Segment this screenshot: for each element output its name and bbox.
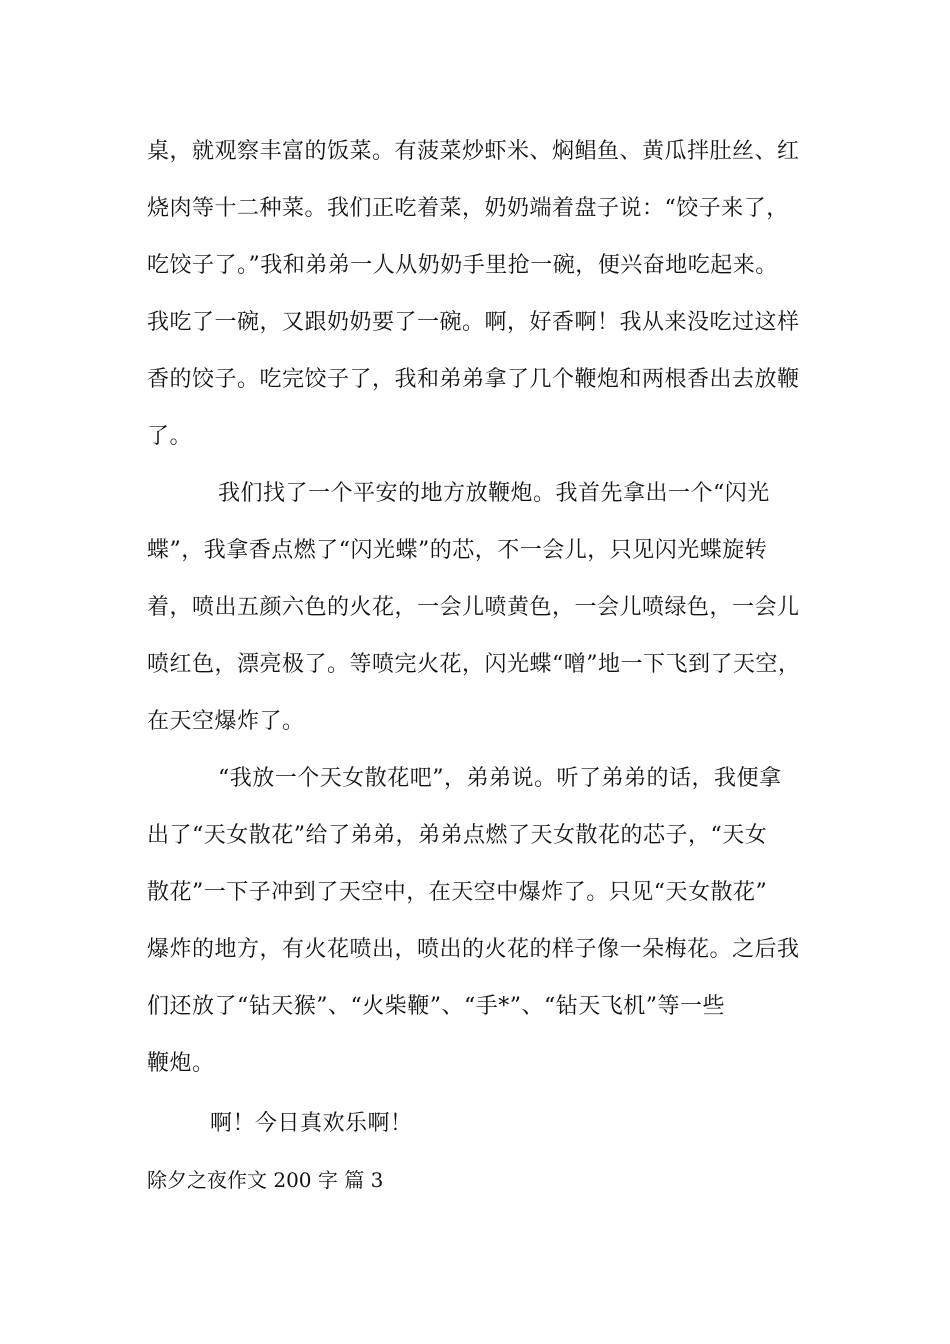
next-section-title: 除夕之夜作文 200 字 篇 3 bbox=[147, 1168, 384, 1192]
paragraph-4: 啊！今日真欢乐啊！ bbox=[210, 1111, 413, 1136]
paragraph-1-line-1: 桌，就观察丰富的饭菜。有菠菜炒虾米、焖鲳鱼、黄瓜拌肚丝、红 bbox=[147, 139, 800, 164]
paragraph-3-line-6: 鞭炮。 bbox=[147, 1051, 215, 1076]
paragraph-2-line-5: 在天空爆炸了。 bbox=[147, 709, 305, 734]
paragraph-2-line-1: 我们找了一个平安的地方放鞭炮。我首先拿出一个“闪光 bbox=[218, 481, 770, 506]
paragraph-3-line-4: 爆炸的地方，有火花喷出，喷出的火花的样子像一朵梅花。之后我 bbox=[147, 937, 800, 962]
paragraph-1-line-5: 香的饺子。吃完饺子了，我和弟弟拿了几个鞭炮和两根香出去放鞭 bbox=[147, 367, 800, 392]
paragraph-3-line-2: 出了“天女散花”给了弟弟，弟弟点燃了天女散花的芯子，“天女 bbox=[147, 823, 768, 848]
paragraph-1-line-4: 我吃了一碗，又跟奶奶要了一碗。啊，好香啊！我从来没吃过这样 bbox=[147, 310, 800, 335]
paragraph-2-line-2: 蝶”，我拿香点燃了“闪光蝶”的芯，不一会儿，只见闪光蝶旋转 bbox=[147, 538, 768, 563]
paragraph-3-line-5: 们还放了“钻天猴”、“火柴鞭”、“手*”、“钻天飞机”等一些 bbox=[147, 994, 725, 1019]
paragraph-2-line-3: 着，喷出五颜六色的火花，一会儿喷黄色，一会儿喷绿色，一会儿 bbox=[147, 595, 800, 620]
paragraph-3-line-3: 散花”一下子冲到了天空中，在天空中爆炸了。只见“天女散花” bbox=[147, 880, 768, 905]
paragraph-2-line-4: 喷红色，漂亮极了。等喷完火花，闪光蝶“噌”地一下飞到了天空， bbox=[147, 652, 801, 677]
paragraph-1-line-3: 吃饺子了。”我和弟弟一人从奶奶手里抢一碗，便兴奋地吃起来。 bbox=[147, 253, 778, 278]
paragraph-3-line-1: “我放一个天女散花吧”，弟弟说。听了弟弟的话，我便拿 bbox=[218, 766, 782, 791]
paragraph-1-line-6: 了。 bbox=[147, 424, 193, 449]
paragraph-1-line-2: 烧肉等十二种菜。我们正吃着菜，奶奶端着盘子说：“饺子来了， bbox=[147, 196, 789, 221]
